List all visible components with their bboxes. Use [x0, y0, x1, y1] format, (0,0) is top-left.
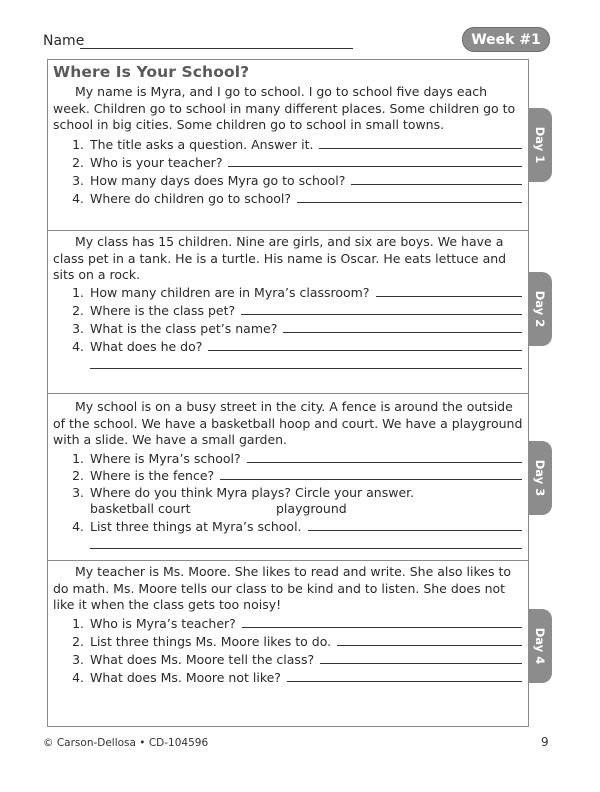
section-divider	[48, 560, 528, 561]
day1-question-4: 4. Where do children go to school?	[53, 190, 522, 206]
worksheet-frame	[47, 59, 529, 727]
answer-line[interactable]	[247, 462, 522, 463]
day3-question-3: 3. Where do you think Myra plays? Circle your answer.	[72, 485, 415, 500]
day2-question-3: 3. What is the class pet’s name?	[53, 320, 522, 336]
question-text: What does Ms. Moore not like?	[90, 670, 281, 685]
choice-basketball-court[interactable]: basketball court	[90, 501, 191, 516]
question-text: Where is Myra’s school?	[90, 451, 241, 466]
question-text: List three things Ms. Moore likes to do.	[90, 634, 332, 649]
day2-question-1: 1. How many children are in Myra’s classroom?	[53, 284, 522, 300]
name-label: Name	[43, 33, 85, 49]
question-text: What does he do?	[90, 339, 203, 354]
day2-question-2: 2. Where is the class pet?	[53, 302, 522, 318]
answer-line[interactable]	[337, 645, 522, 646]
question-text: The title asks a question. Answer it.	[90, 137, 314, 152]
answer-line[interactable]	[320, 663, 522, 664]
answer-line[interactable]	[297, 202, 522, 203]
day2-question-4: 4. What does he do?	[53, 338, 522, 354]
day4-question-3: 3. What does Ms. Moore tell the class?	[53, 651, 522, 667]
answer-line[interactable]	[376, 296, 523, 297]
answer-line[interactable]	[241, 314, 522, 315]
answer-line-extra[interactable]	[90, 548, 522, 549]
page-number: 9	[541, 735, 549, 749]
day1-question-1: 1. The title asks a question. Answer it.	[53, 136, 522, 152]
question-text: Who is your teacher?	[90, 155, 223, 170]
day3-tab: Day 3	[528, 441, 552, 515]
day3-question-1: 1. Where is Myra’s school?	[53, 450, 522, 466]
answer-line[interactable]	[319, 148, 522, 149]
day4-paragraph: My teacher is Ms. Moore. She likes to read and write. She also likes to do math. Ms. Moore tells our class to be kind and to listen. She does not like it when the class gets too noisy!	[53, 564, 511, 612]
name-line[interactable]	[80, 48, 353, 49]
answer-line[interactable]	[208, 350, 522, 351]
question-text: Where do children go to school?	[90, 191, 291, 206]
question-text: What does Ms. Moore tell the class?	[90, 652, 315, 667]
answer-line[interactable]	[287, 681, 522, 682]
week-badge: Week #1	[462, 27, 550, 52]
day4-question-4: 4. What does Ms. Moore not like?	[53, 669, 522, 685]
answer-line[interactable]	[351, 184, 522, 185]
answer-line[interactable]	[308, 530, 522, 531]
answer-line[interactable]	[283, 332, 522, 333]
choice-playground[interactable]: playground	[276, 501, 347, 516]
answer-line[interactable]	[242, 627, 522, 628]
question-text: Where do you think Myra plays? Circle your answer.	[90, 485, 415, 500]
day2-paragraph: My class has 15 children. Nine are girls, and six are boys. We have a class pet in a tank. He is a turtle. His name is Oscar. He eats lettuce and sits on a rock.	[53, 234, 507, 282]
answer-line[interactable]	[228, 166, 522, 167]
day2-tab: Day 2	[528, 272, 552, 346]
section-divider	[48, 393, 528, 394]
day1-question-2: 2. Who is your teacher?	[53, 154, 522, 170]
day1-tab: Day 1	[528, 108, 552, 182]
day1-paragraph: My name is Myra, and I go to school. I go to school five days each week. Children go to school in many different places. Some children go to school in big cities. Some children go to school in small towns.	[53, 84, 516, 132]
question-text: How many days does Myra go to school?	[90, 173, 346, 188]
question-text: What is the class pet’s name?	[90, 321, 278, 336]
answer-line-extra[interactable]	[90, 368, 522, 369]
day4-question-2: 2. List three things Ms. Moore likes to do.	[53, 633, 522, 649]
footer-copyright: © Carson-Dellosa • CD-104596	[43, 737, 209, 749]
day3-question-4: 4. List three things at Myra’s school.	[53, 518, 522, 534]
day3-question-2: 2. Where is the fence?	[53, 467, 522, 483]
question-text: List three things at Myra’s school.	[90, 519, 302, 534]
question-text: Where is the class pet?	[90, 303, 236, 318]
day1-question-3: 3. How many days does Myra go to school?	[53, 172, 522, 188]
section-divider	[48, 230, 528, 231]
question-text: How many children are in Myra’s classroom?	[90, 285, 370, 300]
answer-line[interactable]	[220, 479, 522, 480]
question-text: Who is Myra’s teacher?	[90, 616, 236, 631]
day3-paragraph: My school is on a busy street in the city. A fence is around the outside of the school. We have a basketball hoop and court. We have a playground with a slide. We have a small garden.	[53, 399, 523, 447]
question-text: Where is the fence?	[90, 468, 215, 483]
day4-question-1: 1. Who is Myra’s teacher?	[53, 615, 522, 631]
day4-tab: Day 4	[528, 609, 552, 683]
worksheet-title: Where Is Your School?	[53, 63, 250, 81]
